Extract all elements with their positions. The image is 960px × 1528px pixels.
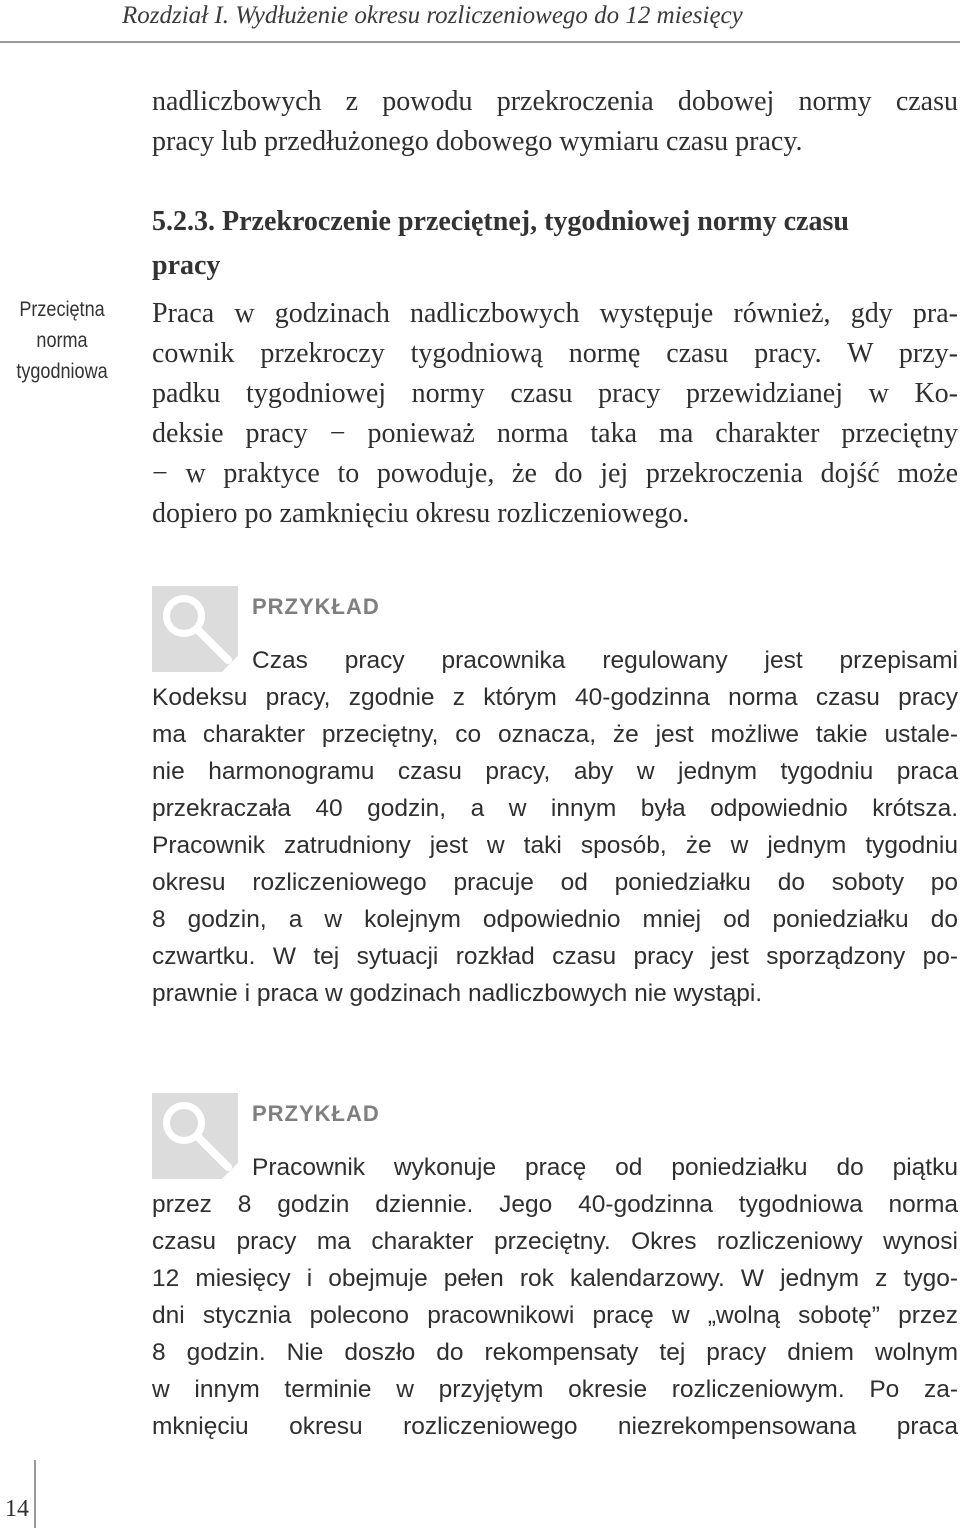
section-paragraph — [152, 294, 958, 534]
intro-paragraph — [152, 82, 958, 162]
example-line: okresu rozliczeniowego pracuje od poniedziałku do soboty po — [152, 869, 958, 896]
paragraph-line: Praca w godzinach nadliczbowych występuje również, gdy pra- — [152, 298, 958, 329]
example-line: Czas pracy pracownika regulowany jest przepisami — [252, 647, 958, 674]
example-label: PRZYKŁAD — [252, 1101, 380, 1126]
paragraph-line: dopiero po zamknięciu okresu rozliczeniowego. — [152, 498, 690, 529]
intro-line: pracy lub przedłużonego dobowego wymiaru czasu pracy. — [152, 126, 803, 157]
example-line: czasu pracy ma charakter przeciętny. Okres rozliczeniowy wynosi — [152, 1228, 958, 1255]
example-line: Kodeksu pracy, zgodnie z którym 40-godzinna norma czasu pracy — [152, 684, 958, 711]
section-heading — [152, 200, 958, 288]
section-heading-line: 5.2.3. Przekroczenie przeciętnej, tygodniowej normy czasu — [152, 206, 849, 237]
example-line: 8 godzin, a w kolejnym odpowiednio mniej od poniedziałku do — [152, 906, 958, 933]
margin-note-line: Przeciętna — [19, 298, 105, 321]
example-label: PRZYKŁAD — [252, 594, 380, 619]
example-line: prawnie i praca w godzinach nadliczbowych nie wystąpi. — [152, 980, 763, 1007]
example-line: dni stycznia polecono pracownikowi pracę w „wolną sobotę” przez — [152, 1302, 958, 1329]
margin-note-line: norma — [36, 329, 88, 352]
page-number-rule — [34, 1460, 36, 1528]
margin-note-line: tygodniowa — [16, 360, 108, 383]
example-line: przekraczała 40 godzin, a w innym była odpowiednio krótsza. — [152, 795, 958, 822]
header-rule — [0, 41, 960, 43]
example-line: przez 8 godzin dziennie. Jego 40-godzinna tygodniowa norma — [152, 1191, 958, 1218]
example-line: 8 godzin. Nie doszło do rekompensaty tej pracy dniem wolnym — [152, 1339, 958, 1366]
page-number: 14 — [5, 1496, 29, 1522]
intro-line: nadliczbowych z powodu przekroczenia dobowej normy czasu — [152, 86, 958, 117]
example-line: mknięciu okresu rozliczeniowego niezrekompensowana praca — [152, 1413, 958, 1440]
paragraph-line: deksie pracy − ponieważ norma taka ma charakter przeciętny — [152, 418, 958, 449]
example-line: ma charakter przeciętny, co oznacza, że jest możliwe takie ustale- — [152, 721, 958, 748]
example-line: Pracownik zatrudniony jest w taki sposób, że w jednym tygodniu — [152, 832, 958, 859]
section-heading-line: pracy — [152, 250, 221, 281]
example-line: nie harmonogramu czasu pracy, aby w jednym tygodniu praca — [152, 758, 958, 785]
example-box — [152, 1093, 958, 1453]
example-line: Pracownik wykonuje pracę od poniedziałku do piątku — [252, 1154, 958, 1181]
paragraph-line: cownik przekroczy tygodniową normę czasu pracy. W przy- — [152, 338, 958, 369]
paragraph-line: − w praktyce to powoduje, że do jej przekroczenia dojść może — [152, 458, 958, 489]
example-box — [152, 586, 958, 1016]
example-line: czwartku. W tej sytuacji rozkład czasu pracy jest sporządzony po- — [152, 943, 958, 970]
margin-note — [9, 294, 116, 387]
running-title: Rozdział I. Wydłużenie okresu rozliczeniowego do 12 miesięcy — [122, 2, 743, 29]
example-line: 12 miesięcy i obejmuje pełen rok kalendarzowy. W jednym z tygo- — [152, 1265, 958, 1292]
example-line: w innym terminie w przyjętym okresie rozliczeniowym. Po za- — [152, 1376, 958, 1403]
example-text — [152, 642, 958, 1012]
paragraph-line: padku tygodniowej normy czasu pracy przewidzianej w Ko- — [152, 378, 958, 409]
example-text — [152, 1149, 958, 1445]
